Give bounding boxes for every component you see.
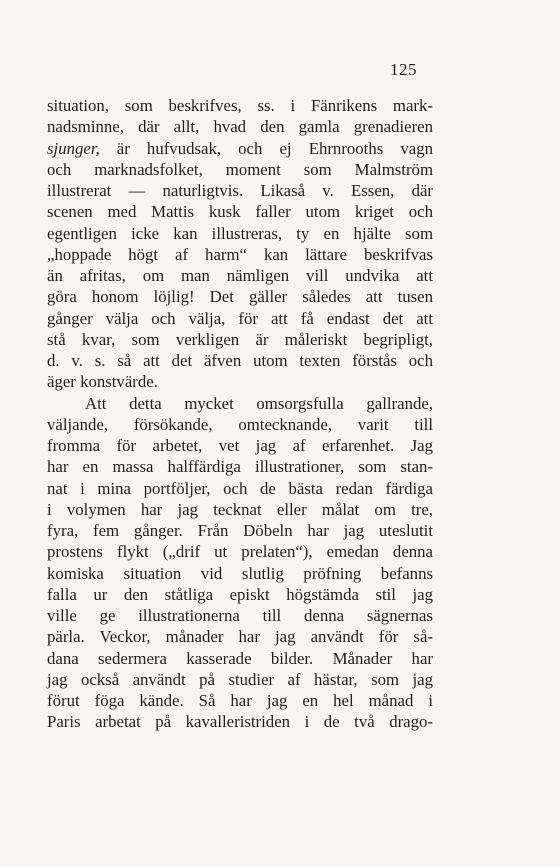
text-line: egentligen icke kan illustreras, ty en hjälte som bbox=[47, 223, 433, 243]
text-line: pärla. Veckor, månader har jag användt för så- bbox=[47, 627, 433, 647]
text-line: scenen med Mattis kusk faller utom kriget och bbox=[47, 202, 433, 222]
text-line: Att detta mycket omsorgsfulla gallrande, bbox=[85, 393, 433, 413]
page-number: 125 bbox=[390, 60, 417, 79]
text-line: jag också användt på studier af hästar, som jag bbox=[47, 669, 433, 689]
text-line: situation, som beskrifves, ss. i Fänrikens mark- bbox=[47, 96, 433, 115]
text-line bbox=[47, 138, 433, 159]
body-text bbox=[47, 95, 433, 733]
text-line: än afritas, om man nämligen vill undvika att bbox=[47, 266, 433, 285]
text-line: stå kvar, som verkligen är måleriskt begripligt, bbox=[47, 329, 433, 349]
text-line: illustrerat — naturligtvis. Likaså v. Essen, där bbox=[47, 181, 433, 200]
text-line: och marknadsfolket, moment som Malmström bbox=[47, 159, 433, 179]
text-line: d. v. s. så att det äfven utom texten förstås och bbox=[47, 351, 433, 370]
text-line: falla ur den ståtliga episkt högstämda stil jag bbox=[47, 584, 433, 604]
text-line: göra honom löjlig! Det gäller således att tusen bbox=[47, 287, 433, 307]
text-line: fyra, fem gånger. Från Döbeln har jag uteslutit bbox=[47, 521, 433, 540]
text-line: Paris arbetat på kavalleristriden i de två drago- bbox=[47, 712, 433, 732]
text-line: nadsminne, där allt, hvad den gamla grenadieren bbox=[47, 117, 433, 137]
text-line-rest: är hufvudsak, och ej Ehrnrooths vagn bbox=[99, 138, 433, 158]
text-line: komiska situation vid slutlig pröfning befanns bbox=[47, 563, 433, 583]
text-line: ville ge illustrationerna till denna sägnernas bbox=[47, 606, 433, 625]
text-line: prostens flykt („drif ut prelaten“), emedan denna bbox=[47, 542, 433, 562]
text-line: fromma för arbetet, vet jag af erfarenhet. Jag bbox=[47, 436, 433, 455]
italic-word: sjunger, bbox=[47, 138, 100, 158]
text-line: väljande, försökande, omtecknande, varit till bbox=[47, 414, 433, 434]
text-line: gånger välja och välja, för att få endast det att bbox=[47, 308, 433, 328]
text-line: förut föga kände. Så har jag en hel månad i bbox=[47, 691, 433, 710]
text-line: äger konstvärde. bbox=[47, 372, 158, 392]
text-line: dana sedermera kasserade bilder. Månader har bbox=[47, 648, 433, 668]
text-line: har en massa halffärdiga illustrationer, som stan- bbox=[47, 457, 433, 477]
text-line: „hoppade högt af harm“ kan lättare beskrifvas bbox=[47, 244, 433, 264]
text-line: i volymen har jag tecknat eller målat om tre, bbox=[47, 499, 433, 519]
text-line: nat i mina portföljer, och de bästa redan färdiga bbox=[47, 478, 433, 498]
